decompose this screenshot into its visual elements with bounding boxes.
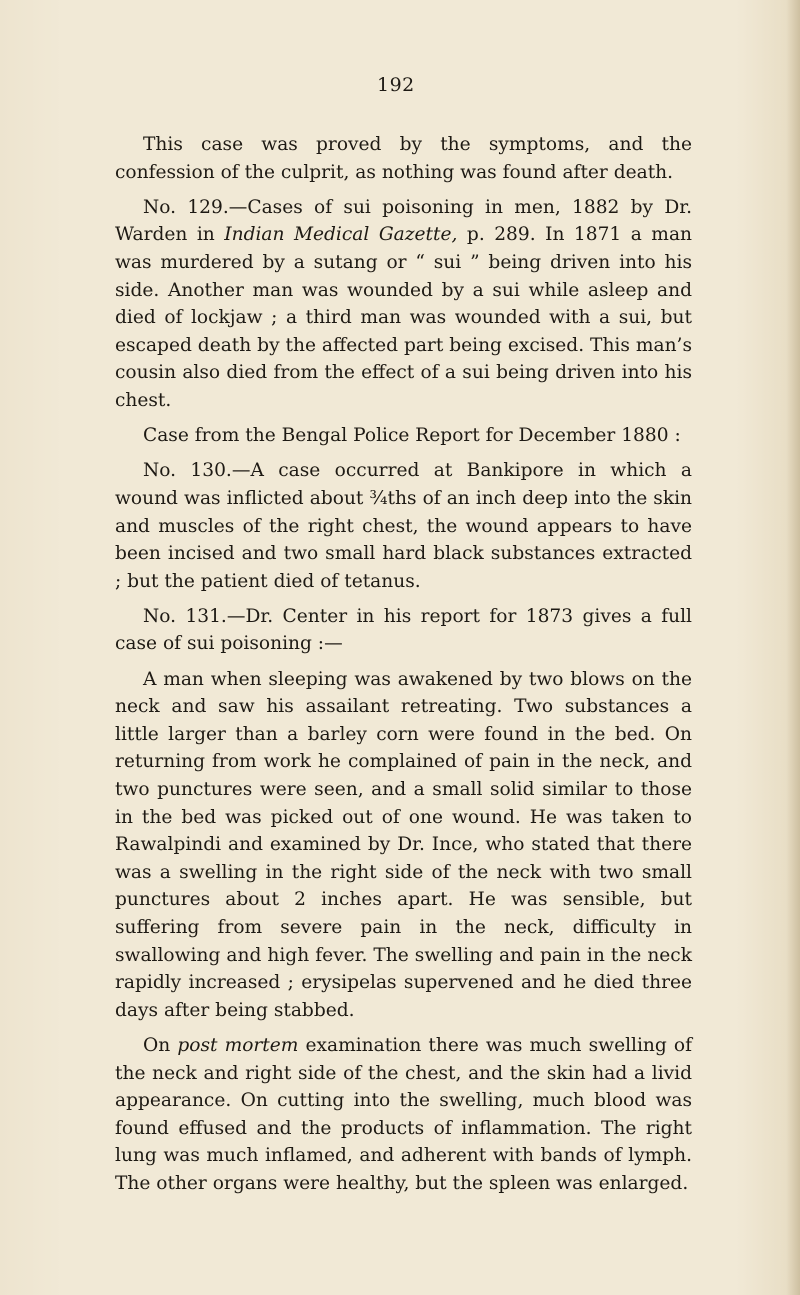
paragraph-post-mortem: [115, 1032, 692, 1198]
paragraph-case-130: [115, 457, 692, 595]
journal-title: Indian Medical Gazette,: [224, 224, 458, 246]
case-narrative-text: A man when sleeping was awakened by two blows on the neck and saw his assailant retreating. Two substances a little larger than a barley corn were found in the bed. On returning from work he complained of pain in the neck, and two punctures were seen, and a small solid similar to those in the bed was picked out of one wound. He was taken to Rawalpindi and examined by Dr. Ince, who stated that there was a swelling in the right side of the neck with two small punctures about 2 inches apart. He was sensible, but suffering from severe pain in the neck, difficulty in swallowing and high fever. The swelling and pain in the neck rapidly increased ; erysipelas supervened and he died three days after being stabbed.: [115, 668, 692, 1021]
case-number-131: No. 131.: [143, 605, 227, 627]
paragraph-case-129: [115, 194, 692, 415]
case-129-text-b: p. 289. In 1871 a man was murdered by a sutang or “ sui ” being driven into his side. Another man was wounded by a sui while asleep and died of lockjaw ; a third man was wounded with a sui, but escaped death by the affected part being excised. This man’s cousin also died from the effect of a sui being driven into his chest.: [115, 224, 693, 411]
case-number-129: No. 129.: [143, 196, 229, 218]
page-number: 192: [377, 74, 415, 96]
paragraph-1: [115, 131, 692, 186]
case-130-text-b: of an inch deep into the skin and muscles of the right chest, the wound appears to have been incised and two small hard black substances extracted ; but the patient died of tetanus.: [115, 487, 693, 592]
case-129-text-a: —Cases of sui poisoning in men, 1882 by Dr. Warden in: [115, 196, 693, 246]
fraction-text: ¾ths: [369, 487, 417, 509]
post-mortem-italic: post mortem: [177, 1034, 299, 1056]
case-130-text-a: —A case occurred at Bankipore in which a wound was inflicted about: [115, 460, 693, 509]
paragraph-case-narrative: [115, 666, 692, 1025]
paragraph-case-131: [115, 603, 692, 658]
body-text: [115, 131, 692, 1205]
paragraph-1-text: This case was proved by the symptoms, and the confession of the culprit, as nothing was found after death.: [115, 134, 692, 183]
paragraph-bengal-report: [115, 422, 692, 450]
post-mortem-lead: On: [143, 1034, 178, 1056]
page-edge-shadow: [786, 0, 800, 1295]
bengal-report-text: Case from the Bengal Police Report for December 1880 :: [143, 425, 681, 447]
case-131-text-a: —Dr. Center in his report for 1873 gives a full case of sui poisoning :—: [115, 605, 693, 655]
post-mortem-text: examination there was much swelling of the neck and right side of the chest, and the skin had a livid appearance. On cutting into the swelling, much blood was found effused and the products of inflammation. The right lung was much inflamed, and adherent with bands of lymph. The other organs were healthy, but the spleen was enlarged.: [115, 1034, 692, 1194]
case-number-130: No. 130.: [143, 460, 232, 482]
